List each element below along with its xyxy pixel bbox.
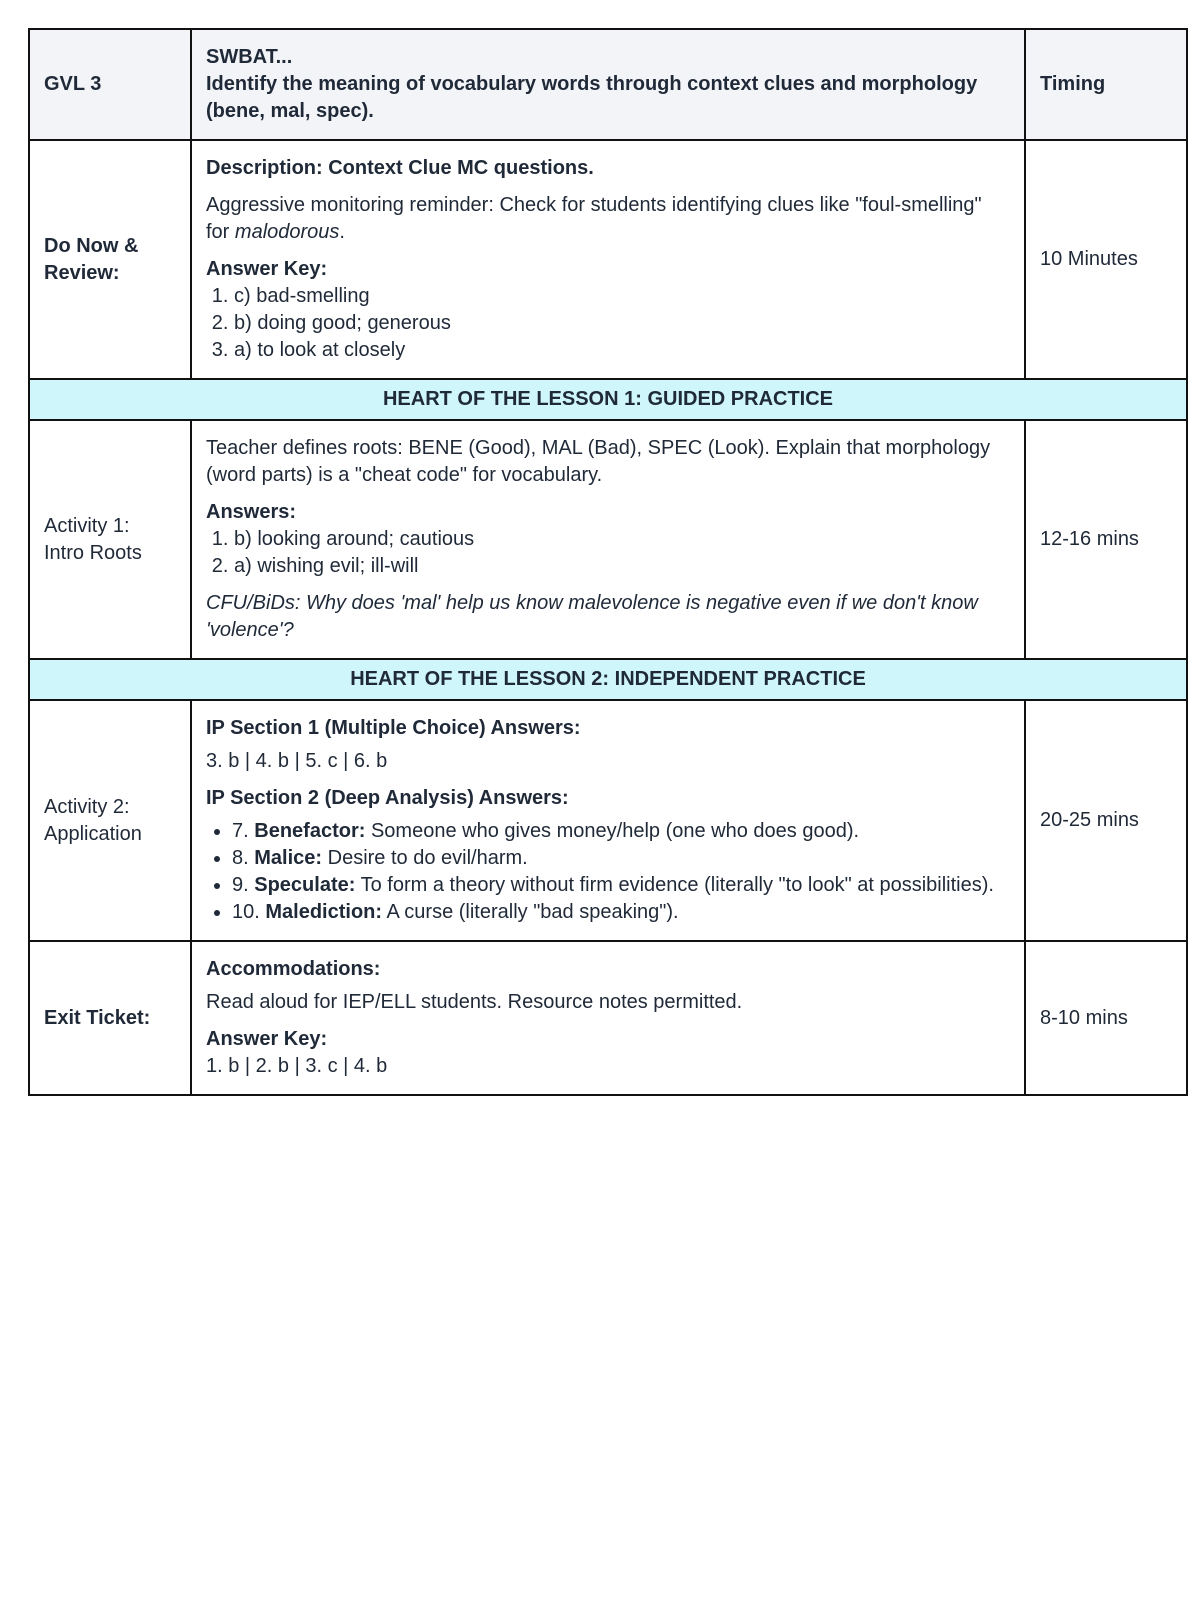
exit-answer-key-label: Answer Key: — [206, 1028, 328, 1050]
list-item: 2. a) wishing evil; ill-will — [234, 553, 1010, 580]
exit-ticket-label: Exit Ticket: — [29, 941, 191, 1095]
exit-ticket-row — [29, 941, 1187, 1095]
lesson-plan-table — [28, 28, 1188, 1096]
reminder-text: Aggressive monitoring reminder: Check for students identifying clues like "foul-smelling" for — [206, 194, 982, 243]
item-term: Speculate: — [254, 874, 356, 896]
exit-ticket-content — [191, 941, 1025, 1095]
list-item — [232, 845, 1010, 872]
do-now-reminder — [206, 192, 1010, 246]
activity1-content — [191, 420, 1025, 659]
activity2-timing: 20-25 mins — [1025, 700, 1187, 941]
activity1-answer-list — [206, 526, 1010, 580]
item-term: Benefactor: — [254, 820, 366, 842]
activity1-answers-label: Answers: — [206, 501, 297, 523]
reminder-word: malodorous — [234, 221, 340, 243]
do-now-answer-list — [206, 283, 1010, 364]
item-definition: Desire to do evil/harm. — [327, 847, 528, 869]
do-now-label: Do Now & Review: — [29, 140, 191, 379]
exit-ticket-timing: 8-10 mins — [1025, 941, 1187, 1095]
item-number: 10. — [232, 901, 260, 923]
list-item — [232, 818, 1010, 845]
ip1-label: IP Section 1 (Multiple Choice) Answers: — [206, 717, 581, 739]
ip2-label: IP Section 2 (Deep Analysis) Answers: — [206, 787, 569, 809]
do-now-answer-key-label: Answer Key: — [206, 258, 328, 280]
activity1-timing: 12-16 mins — [1025, 420, 1187, 659]
section-row-guided — [29, 379, 1187, 420]
list-item: 1. b) looking around; cautious — [234, 526, 1010, 553]
list-item — [232, 872, 1010, 899]
activity1-label-line1: Activity 1: — [44, 514, 130, 537]
reminder-suffix: . — [339, 221, 345, 243]
item-number: 8. — [232, 847, 249, 869]
ip2-list — [206, 818, 1010, 926]
swbat-label: SWBAT... — [206, 46, 293, 68]
do-now-content — [191, 140, 1025, 379]
item-term: Malice: — [254, 847, 323, 869]
list-item — [232, 899, 1010, 926]
item-definition: To form a theory without firm evidence (literally "to look" at possibilities). — [360, 874, 994, 896]
activity2-label-line1: Activity 2: — [44, 795, 130, 818]
activity2-label — [29, 700, 191, 941]
accommodations-label: Accommodations: — [206, 958, 381, 980]
timing-header: Timing — [1025, 29, 1187, 140]
item-definition: A curse (literally "bad speaking"). — [386, 901, 679, 923]
activity1-cfu: CFU/BiDs: Why does 'mal' help us know malevolence is negative even if we don't know 'volence'? — [206, 592, 978, 641]
item-term: Malediction: — [265, 901, 383, 923]
objective-cell — [191, 29, 1025, 140]
list-item: 1. c) bad-smelling — [234, 283, 1010, 310]
activity2-row — [29, 700, 1187, 941]
do-now-timing: 10 Minutes — [1025, 140, 1187, 379]
section-title-guided: HEART OF THE LESSON 1: GUIDED PRACTICE — [29, 379, 1187, 420]
activity1-row — [29, 420, 1187, 659]
activity1-label — [29, 420, 191, 659]
list-item: 3. a) to look at closely — [234, 337, 1010, 364]
exit-answers: 1. b | 2. b | 3. c | 4. b — [206, 1055, 388, 1077]
ip1-answers: 3. b | 4. b | 5. c | 6. b — [206, 750, 388, 772]
do-now-row — [29, 140, 1187, 379]
activity2-content — [191, 700, 1025, 941]
section-row-independent — [29, 659, 1187, 700]
activity1-label-line2: Intro Roots — [44, 541, 142, 564]
activity1-intro: Teacher defines roots: BENE (Good), MAL (Bad), SPEC (Look). Explain that morphology (word parts) is a "cheat code" for vocabulary. — [206, 437, 991, 486]
activity2-label-line2: Application — [44, 822, 142, 845]
section-title-independent: HEART OF THE LESSON 2: INDEPENDENT PRACTICE — [29, 659, 1187, 700]
item-number: 7. — [232, 820, 249, 842]
header-row — [29, 29, 1187, 140]
item-number: 9. — [232, 874, 249, 896]
list-item: 2. b) doing good; generous — [234, 310, 1010, 337]
item-definition: Someone who gives money/help (one who does good). — [370, 820, 860, 842]
objective-text: Identify the meaning of vocabulary words through context clues and morphology (bene, mal, spec). — [206, 73, 978, 122]
do-now-description: Description: Context Clue MC questions. — [206, 157, 594, 179]
gvl-cell: GVL 3 — [29, 29, 191, 140]
accommodations-text: Read aloud for IEP/ELL students. Resource notes permitted. — [206, 991, 743, 1013]
